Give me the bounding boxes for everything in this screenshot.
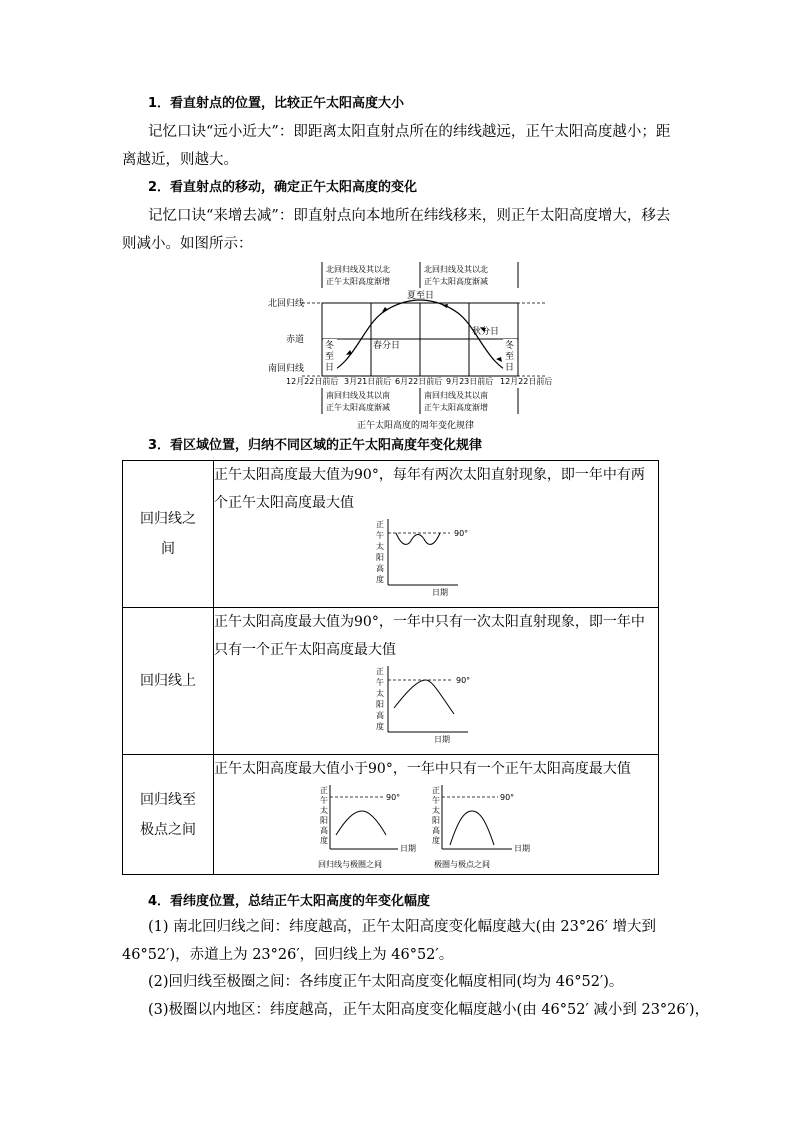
- bottom-right-label-1: 南回归线及其以南: [424, 391, 488, 400]
- svg-text:阳: 阳: [376, 553, 384, 562]
- svg-text:90°: 90°: [454, 529, 469, 538]
- section2-text-line1: 记忆口诀“来增去减”：即直射点向本地所在纬线移来，则正午太阳高度增大，移去: [148, 208, 671, 224]
- winter-right-3: 日: [505, 363, 515, 373]
- svg-text:日期: 日期: [514, 844, 530, 853]
- mini-chart-tropic-to-polar-circle: [318, 783, 428, 871]
- svg-text:高: 高: [376, 564, 384, 573]
- row-description: 正午太阳高度最大值为90°，一年中只有一次太阳直射现象，即一年中只有一个正午太阳高度最大值: [214, 614, 645, 658]
- section4-heading: 4．看纬度位置，总结正午太阳高度的年变化幅度: [148, 894, 431, 909]
- section2-text-line2: 则减小。如图所示：: [122, 236, 253, 252]
- svg-text:高: 高: [432, 826, 440, 835]
- svg-text:午: 午: [432, 796, 440, 805]
- svg-text:度: 度: [432, 836, 440, 845]
- svg-text:阳: 阳: [320, 816, 328, 825]
- section1-heading: 1．看直射点的位置，比较正午太阳高度大小: [148, 96, 405, 111]
- section4-item2: (2)回归线至极圈之间：各纬度正午太阳高度变化幅度相同(均为 46°52′)。: [148, 974, 624, 990]
- svg-text:正: 正: [376, 667, 384, 676]
- section4-item1-line1: (1) 南北回归线之间：纬度越高，正午太阳高度变化幅度越大(由 23°26′ 增大到: [148, 919, 656, 935]
- svg-text:午: 午: [320, 796, 328, 805]
- row-label-equator: 赤道: [286, 335, 305, 345]
- mini-chart-two-peaks: [374, 517, 494, 597]
- label-spring-equinox: 春分日: [373, 341, 401, 351]
- noon-sun-altitude-annual-diagram: [262, 258, 562, 433]
- svg-text:度: 度: [320, 836, 328, 845]
- label-autumn-equinox: 秋分日: [472, 327, 500, 337]
- section1-text-line2: 离越近，则越大。: [122, 152, 238, 168]
- date-label-5: 12月22日前后: [500, 377, 553, 386]
- svg-text:太: 太: [432, 806, 440, 815]
- date-label-4: 9月23日前后: [446, 377, 494, 386]
- sub-caption-right: 极圈与极点之间: [434, 860, 490, 869]
- top-left-label-1: 北回归线及其以北: [326, 265, 390, 274]
- section4-item3: (3)极圈以内地区：纬度越高，正午太阳高度变化幅度越小(由 46°52′ 减小到 23°26′)，: [148, 1002, 710, 1018]
- row-label-south-tropic: 南回归线: [268, 364, 305, 374]
- section2-heading: 2．看直射点的移动，确定正午太阳高度的变化: [148, 180, 418, 195]
- svg-text:日期: 日期: [432, 588, 448, 597]
- bottom-right-label-2: 正午太阳高度渐增: [424, 403, 488, 412]
- mini-chart-polar-circle-to-pole: [430, 783, 542, 871]
- table-row: [123, 755, 659, 875]
- svg-text:度: 度: [376, 575, 384, 584]
- svg-text:度: 度: [376, 722, 384, 731]
- label-summer-solstice: 夏至日: [407, 291, 435, 301]
- svg-text:日期: 日期: [400, 844, 416, 853]
- row-label-between-tropics: 回归线之 间: [123, 461, 214, 608]
- table-row: [123, 461, 659, 608]
- svg-text:太: 太: [376, 542, 384, 551]
- bottom-left-label-2: 正午太阳高度渐减: [326, 403, 390, 412]
- bottom-left-label-1: 南回归线及其以南: [326, 391, 390, 400]
- row-body: [214, 608, 659, 755]
- svg-text:高: 高: [376, 711, 384, 720]
- svg-text:正: 正: [320, 786, 328, 795]
- winter-left-1: 冬: [325, 341, 335, 351]
- row-body: [214, 755, 659, 875]
- top-right-label-1: 北回归线及其以北: [424, 265, 488, 274]
- svg-text:正: 正: [432, 786, 440, 795]
- table-row: [123, 608, 659, 755]
- date-label-2: 3月21日前后: [344, 377, 392, 386]
- region-table: [122, 460, 659, 875]
- row-description: 正午太阳高度最大值为90°，每年有两次太阳直射现象，即一年中有两个正午太阳高度最大值: [214, 467, 645, 511]
- row-label-tropic-to-pole: 回归线至 极点之间: [123, 755, 214, 875]
- svg-text:90°: 90°: [386, 793, 401, 802]
- svg-text:90°: 90°: [500, 793, 515, 802]
- svg-text:90°: 90°: [456, 676, 471, 685]
- svg-text:阳: 阳: [376, 700, 384, 709]
- svg-text:日期: 日期: [434, 735, 450, 744]
- svg-text:阳: 阳: [432, 816, 440, 825]
- top-right-label-2: 正午太阳高度渐减: [424, 277, 488, 286]
- row-body: [214, 461, 659, 608]
- top-left-label-2: 正午太阳高度渐增: [326, 277, 390, 286]
- winter-right-1: 冬: [505, 341, 515, 351]
- section4-item1-line2: 46°52′)，赤道上为 23°26′，回归线上为 46°52′。: [122, 947, 454, 963]
- row-description: 正午太阳高度最大值小于90°，一年中只有一个正午太阳高度最大值: [214, 761, 631, 777]
- section3-heading: 3．看区域位置，归纳不同区域的正午太阳高度年变化规律: [148, 438, 483, 453]
- winter-right-2: 至: [505, 352, 515, 362]
- winter-left-3: 日: [325, 363, 335, 373]
- sub-caption-left: 回归线与极圈之间: [318, 860, 382, 869]
- svg-text:高: 高: [320, 826, 328, 835]
- row-label-north-tropic: 北回归线: [268, 299, 305, 309]
- section1-text-line1: 记忆口诀“远小近大”：即距离太阳直射点所在的纬线越远，正午太阳高度越小；距: [148, 124, 671, 140]
- date-label-3: 6月22日前后: [395, 377, 443, 386]
- row-label-on-tropic: 回归线上: [123, 608, 214, 755]
- svg-text:正: 正: [376, 520, 384, 529]
- mini-chart-one-peak-90: [374, 664, 514, 744]
- winter-left-2: 至: [325, 352, 335, 362]
- svg-text:太: 太: [320, 806, 328, 815]
- date-label-1: 12月22日前后: [286, 377, 339, 386]
- figure-caption: 正午太阳高度的周年变化规律: [357, 421, 475, 431]
- svg-text:午: 午: [376, 531, 384, 540]
- svg-text:太: 太: [376, 689, 384, 698]
- svg-text:午: 午: [376, 678, 384, 687]
